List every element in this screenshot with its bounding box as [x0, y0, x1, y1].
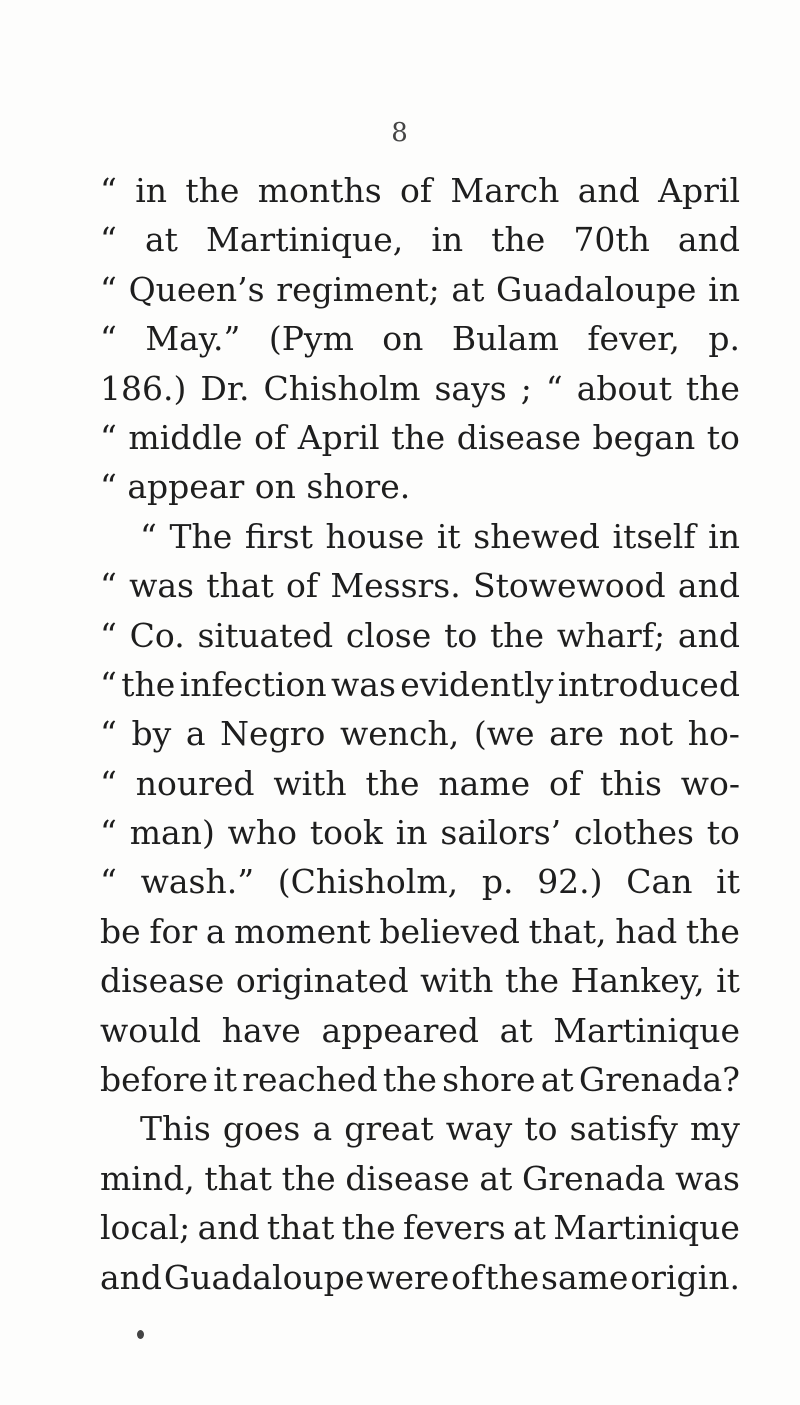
text-line: “ middle of April the disease began to [100, 417, 740, 457]
text-line: “ noured with the name of this wo- [100, 763, 740, 803]
text-line: “ appear on shore. [100, 467, 411, 507]
text-line: would have appeared at Martinique [100, 1010, 740, 1050]
text-line: “ at Martinique, in the 70th and [100, 220, 740, 260]
text-line: “ was that of Messrs. Stowewood and [100, 566, 740, 606]
text-line: “ The first house it shewed itself in [140, 516, 740, 556]
text-line: “ in the months of March and April [100, 171, 740, 210]
page-number: 8 [391, 118, 409, 148]
text-line: be for a moment believed that, had the [100, 911, 740, 951]
text-line: “ May.” (Pym on Bulam fever, p. [100, 319, 740, 359]
ink-speck [137, 1330, 144, 1339]
text-line: disease originated with the Hankey, it [100, 961, 740, 1001]
text-line: “ Queen’s regiment; at Guadaloupe in [100, 269, 740, 309]
text-line: “ wash.” (Chisholm, p. 92.) Can it [100, 862, 740, 902]
text-line: “ Co. situated close to the wharf; and [100, 615, 740, 655]
text-line: mind, that the disease at Grenada was [100, 1158, 740, 1198]
text-line: “ man) who took in sailors’ clothes to [100, 813, 740, 853]
text-line: “ by a Negro wench, (we are not ho- [100, 714, 740, 754]
body-text [100, 166, 740, 1302]
text-line: before it reached the shore at Grenada? [100, 1060, 740, 1100]
text-line: 186.) Dr. Chisholm says ; “ about the [100, 368, 740, 408]
text-line: “ the infection was evidently introduced [100, 664, 740, 704]
text-line: and Guadaloupe were of the same origin. [100, 1257, 740, 1297]
text-line: This goes a great way to satisfy my [140, 1109, 740, 1149]
text-line: local; and that the fevers at Martinique [100, 1208, 740, 1248]
